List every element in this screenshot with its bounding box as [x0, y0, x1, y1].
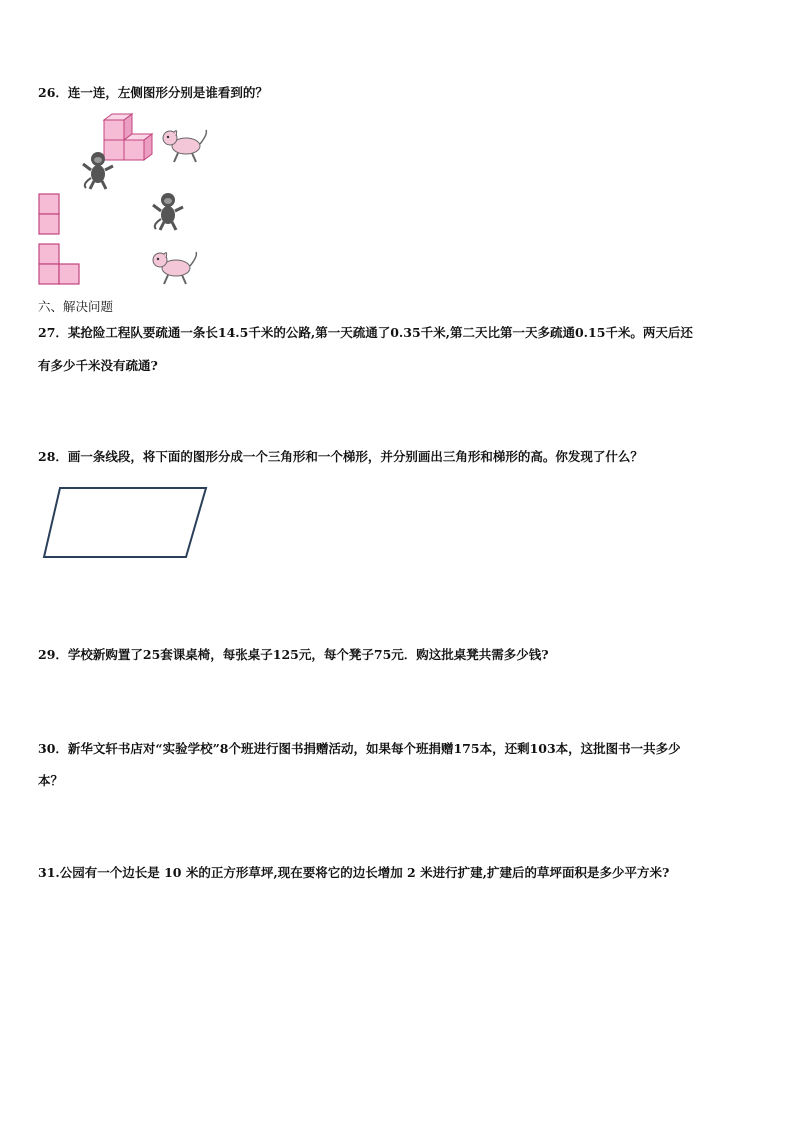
- question-27-line2: 有多少千米没有疏通?: [38, 358, 158, 373]
- question-29: 29．学校新购置了25套课桌椅，每张桌子125元，每个凳子75元．购这批桌凳共需多少钱?: [38, 647, 549, 662]
- question-26: 26．连一连，左侧图形分别是谁看到的？: [38, 85, 268, 100]
- question-27-line1: 27．某抢险工程队要疏通一条长14.5千米的公路,第一天疏通了0.35千米,第二天比第一天多疏通0.15千米。两天后还: [38, 325, 693, 340]
- view-figure-1: [38, 193, 62, 237]
- question-31: 31.公园有一个边长是 10 米的正方形草坪,现在要将它的边长增加 2 米进行扩建,扩建后的草坪面积是多少平方米?: [38, 865, 670, 880]
- parallelogram-figure: [40, 485, 212, 561]
- monkey-icon: [80, 150, 116, 190]
- dog-icon: [150, 248, 200, 286]
- view-figure-2: [38, 243, 84, 287]
- question-30-line2: 本？: [38, 773, 64, 788]
- question-30-line1: 30．新华文轩书店对“实验学校”8个班进行图书捐赠活动，如果每个班捐赠175本，还剩103本，这批图书一共多少: [38, 741, 681, 756]
- question-28: 28．画一条线段，将下面的图形分成一个三角形和一个梯形，并分别画出三角形和梯形的高。你发现了什么？: [38, 449, 643, 464]
- section-title: 六、解决问题: [38, 299, 114, 314]
- dog-icon: [160, 126, 210, 164]
- monkey-icon: [150, 191, 186, 231]
